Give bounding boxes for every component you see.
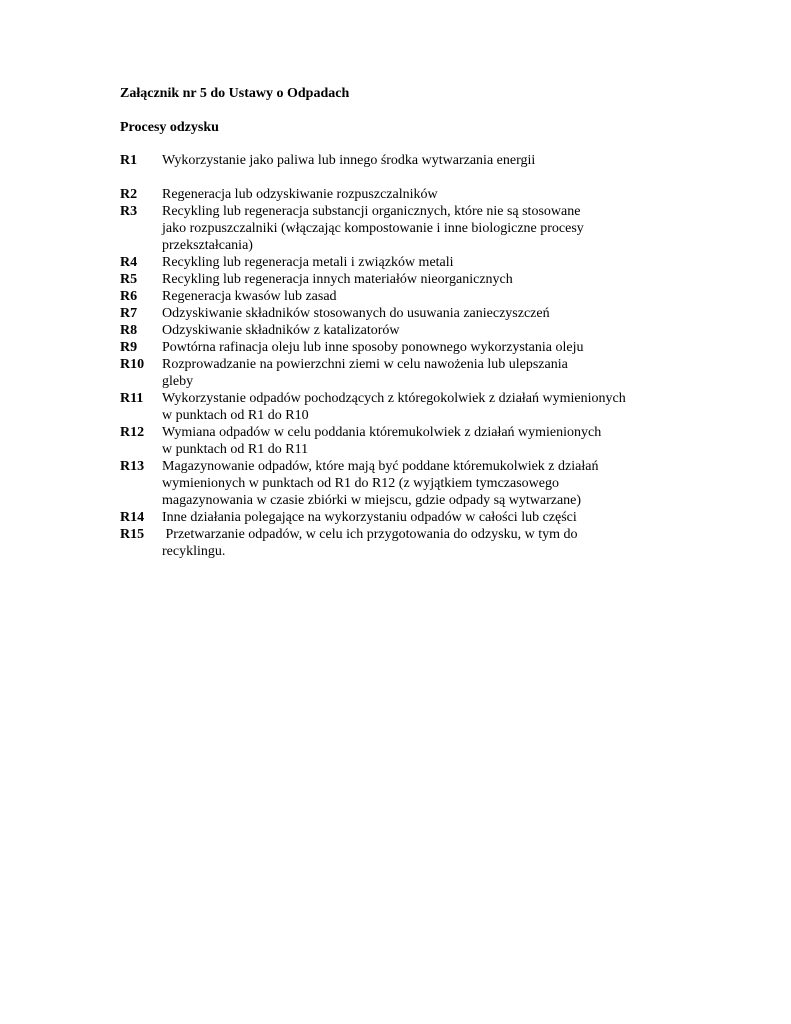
document-title: Załącznik nr 5 do Ustawy o Odpadach [120, 86, 350, 101]
entry-r13 [120, 458, 680, 509]
entry-code: R6 [120, 289, 138, 304]
entry-text: Wykorzystanie odpadów pochodzących z któregokolwiek z działań wymienionych w punktach od R1 do R10 [162, 391, 626, 423]
entry-text: Regeneracja lub odzyskiwanie rozpuszczalników [162, 187, 438, 202]
recovery-process-list [120, 152, 680, 560]
entry-code: R2 [120, 187, 138, 202]
entry-r7 [120, 305, 680, 322]
entry-r14 [120, 509, 680, 526]
entry-code: R3 [120, 204, 138, 219]
entry-text: Magazynowanie odpadów, które mają być poddane któremukolwiek z działań wymienionych w punktach od R1 do R12 (z wyjątkiem tymczasowego magazynowania w czasie zbiórki w miejscu, gdzie odpady są wytwarzane) [162, 459, 599, 508]
entry-r9 [120, 339, 680, 356]
entry-text: Inne działania polegające na wykorzystaniu odpadów w całości lub części [162, 510, 577, 525]
entry-r5 [120, 271, 680, 288]
entry-code: R8 [120, 323, 138, 338]
entry-code: R9 [120, 340, 138, 355]
document-subtitle: Procesy odzysku [120, 120, 219, 135]
entry-r2 [120, 186, 680, 203]
entry-r4 [120, 254, 680, 271]
entry-r3 [120, 203, 680, 254]
entry-code: R13 [120, 459, 145, 474]
entry-code: R11 [120, 391, 144, 406]
entry-r10 [120, 356, 680, 390]
entry-text: Przetwarzanie odpadów, w celu ich przygotowania do odzysku, w tym do recyklingu. [162, 527, 578, 559]
entry-r12 [120, 424, 680, 458]
entry-text: Regeneracja kwasów lub zasad [162, 289, 337, 304]
entry-code: R4 [120, 255, 138, 270]
entry-r11 [120, 390, 680, 424]
entry-r6 [120, 288, 680, 305]
entry-code: R7 [120, 306, 138, 321]
entry-r8 [120, 322, 680, 339]
entry-code: R15 [120, 527, 145, 542]
entry-text: Recykling lub regeneracja innych materiałów nieorganicznych [162, 272, 513, 287]
entry-text: Recykling lub regeneracja metali i związków metali [162, 255, 454, 270]
entry-code: R12 [120, 425, 145, 440]
entry-code: R10 [120, 357, 145, 372]
entry-text: Wykorzystanie jako paliwa lub innego środka wytwarzania energii [162, 153, 536, 168]
entry-text: Odzyskiwanie składników stosowanych do usuwania zanieczyszczeń [162, 306, 550, 321]
entry-text: Powtórna rafinacja oleju lub inne sposoby ponownego wykorzystania oleju [162, 340, 584, 355]
entry-r1 [120, 152, 680, 169]
entry-code: R1 [120, 153, 138, 168]
entry-text: Recykling lub regeneracja substancji organicznych, które nie są stosowane jako rozpuszczalniki (włączając kompostowanie i inne biologiczne procesy przekształcania) [162, 204, 584, 253]
entry-r15 [120, 526, 680, 560]
entry-text: Odzyskiwanie składników z katalizatorów [162, 323, 400, 338]
entry-text: Rozprowadzanie na powierzchni ziemi w celu nawożenia lub ulepszania gleby [162, 357, 568, 389]
entry-code: R14 [120, 510, 145, 525]
entry-code: R5 [120, 272, 138, 287]
entry-text: Wymiana odpadów w celu poddania któremukolwiek z działań wymienionych w punktach od R1 do R11 [162, 425, 602, 457]
